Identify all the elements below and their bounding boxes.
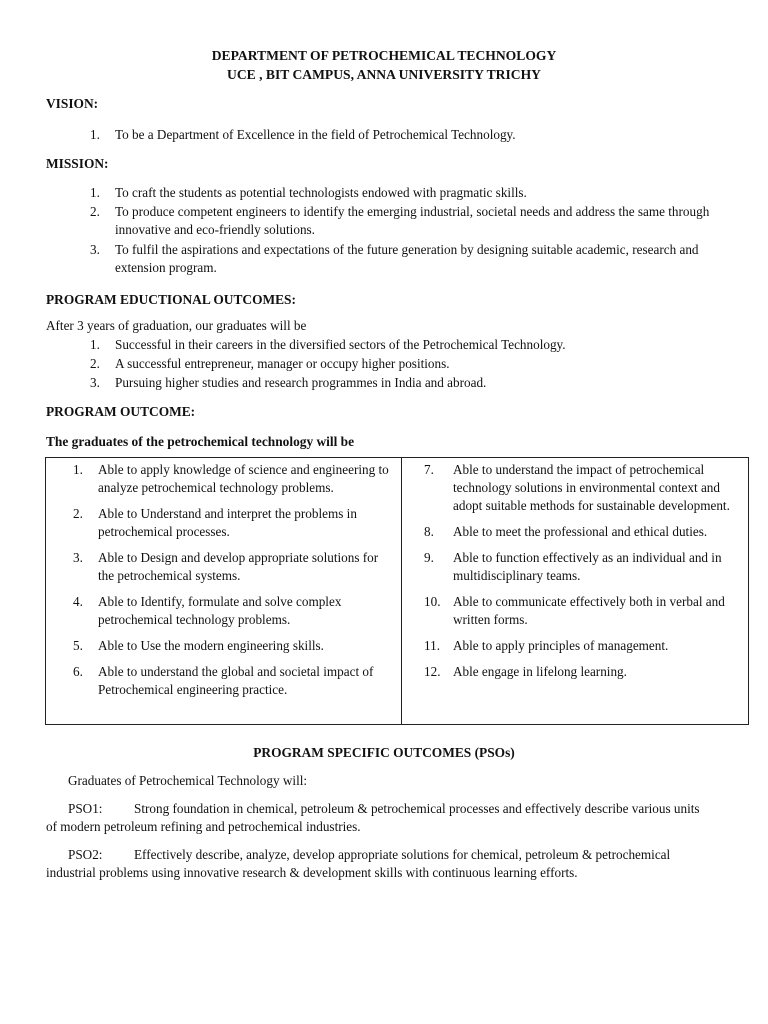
list-item: 2. To produce competent engineers to identify the emerging industrial, societal needs and address the same through innovative and eco-friendly solutions. [90, 204, 710, 237]
pso-item [46, 846, 706, 882]
pso-tag: PSO1: [68, 801, 103, 816]
pso-item [46, 800, 706, 836]
list-item: 5. Able to Use the modern engineering skills. [73, 638, 324, 653]
pso-text: Strong foundation in chemical, petroleum & petrochemical processes and effectively describe various units of modern petroleum refining and petrochemical industries. [46, 801, 700, 834]
list-item: 1. Successful in their careers in the diversified sectors of the Petrochemical Technology. [90, 337, 566, 352]
mission-heading: MISSION: [46, 156, 109, 171]
po-heading: PROGRAM OUTCOME: [46, 404, 196, 419]
pso-text: Effectively describe, analyze, develop appropriate solutions for chemical, petroleum & petrochemical industrial problems using innovative research & development skills with continuous learning efforts. [46, 847, 671, 880]
peo-list [90, 336, 730, 392]
list-item: 8. Able to meet the professional and ethical duties. [424, 524, 708, 539]
outcomes-table [45, 457, 749, 725]
list-item: 6. Able to understand the global and societal impact of Petrochemical engineering practice. [73, 664, 374, 697]
vision-heading: VISION: [46, 96, 99, 111]
pso-heading: PROGRAM SPECIFIC OUTCOMES (PSOs) [253, 745, 515, 760]
pso-tag: PSO2: [68, 847, 103, 862]
list-item: 11. Able to apply principles of management. [424, 638, 669, 653]
list-item: 10. Able to communicate effectively both in verbal and written forms. [424, 594, 725, 627]
list-item: 12. Able engage in lifelong learning. [424, 664, 627, 679]
list-item: 1. To be a Department of Excellence in the field of Petrochemical Technology. [90, 127, 516, 142]
peo-heading: PROGRAM EDUCTIONAL OUTCOMES: [46, 292, 296, 307]
list-item: 3. Able to Design and develop appropriate solutions for the petrochemical systems. [73, 550, 379, 583]
list-item: 4. Able to Identify, formulate and solve complex petrochemical technology problems. [73, 594, 342, 627]
list-item: 3. To fulfil the aspirations and expectations of the future generation by designing suitable academic, research and extension program. [90, 242, 699, 275]
document-subtitle: UCE , BIT CAMPUS, ANNA UNIVERSITY TRICHY [227, 67, 541, 82]
mission-list [90, 184, 710, 277]
list-item: 2. A successful entrepreneur, manager or occupy higher positions. [90, 356, 450, 371]
outcomes-right-column [424, 461, 742, 689]
vision-list [90, 126, 730, 144]
peo-intro: After 3 years of graduation, our graduates will be [46, 318, 307, 333]
list-item: 2. Able to Understand and interpret the problems in petrochemical processes. [73, 506, 357, 539]
pso-intro: Graduates of Petrochemical Technology will: [68, 773, 308, 788]
list-item: 3. Pursuing higher studies and research programmes in India and abroad. [90, 375, 487, 390]
list-item: 9. Able to function effectively as an individual and in multidisciplinary teams. [424, 550, 722, 583]
list-item: 1. To craft the students as potential technologists endowed with pragmatic skills. [90, 185, 527, 200]
po-subheading: The graduates of the petrochemical technology will be [46, 434, 355, 449]
outcomes-left-column [73, 461, 395, 707]
list-item: 7. Able to understand the impact of petrochemical technology solutions in environmental context and adopt suitable methods for sustainable development. [424, 462, 730, 513]
document-title: DEPARTMENT OF PETROCHEMICAL TECHNOLOGY [211, 48, 557, 63]
table-divider [401, 458, 402, 724]
list-item: 1. Able to apply knowledge of science and engineering to analyze petrochemical technology problems. [73, 462, 389, 495]
